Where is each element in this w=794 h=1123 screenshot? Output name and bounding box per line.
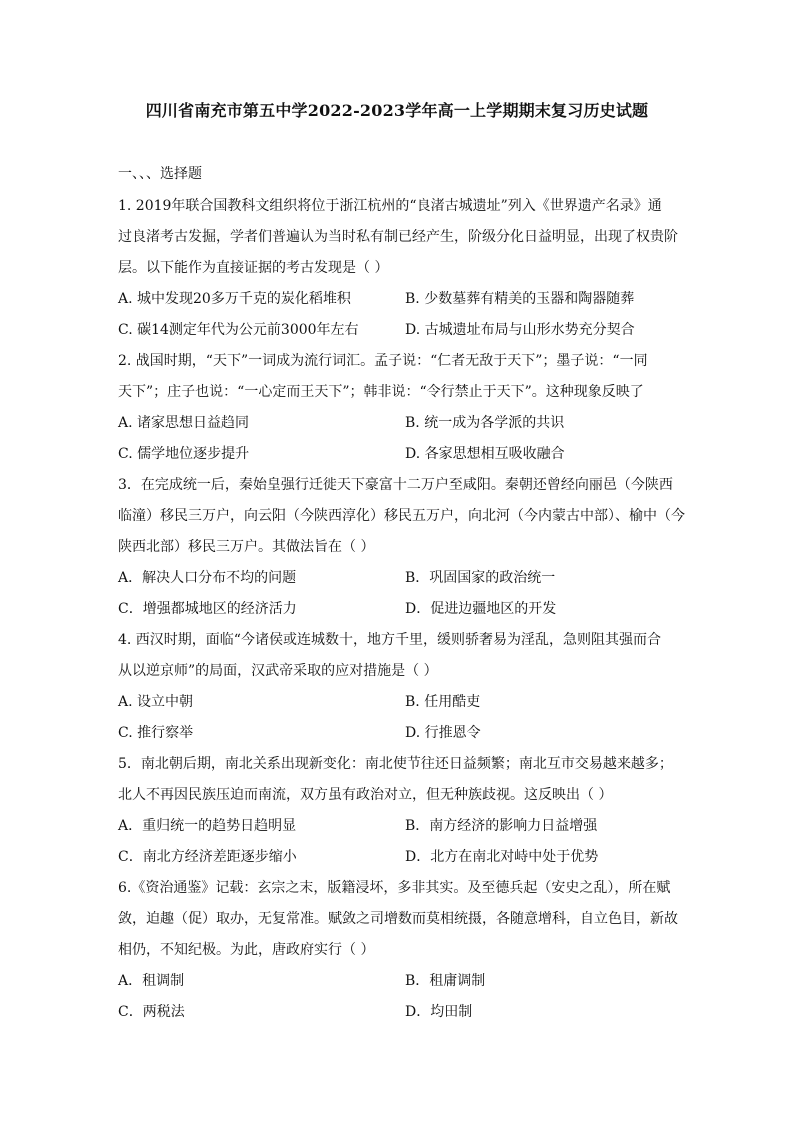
- question-2-option-c: C. 儒学地位逐步提升: [118, 446, 250, 462]
- question-6-line-2: 敛，迫趣（促）取办，无复常准。赋敛之司增数而莫相统摄，各随意增科，自立色目，新故: [118, 911, 678, 927]
- question-3-option-a: A．解决人口分布不均的问题: [118, 570, 297, 586]
- question-2-option-d: D. 各家思想相互吸收融合: [405, 446, 565, 462]
- question-6-line-1: 6.《资治通鉴》记载：玄宗之末，版籍浸坏，多非其实。及至德兵起（安史之乱），所在赋: [118, 880, 671, 896]
- question-6-option-d: D．均田制: [405, 1004, 473, 1020]
- question-4-option-b: B. 任用酷吏: [405, 694, 481, 710]
- question-5-line-1: 5．南北朝后期，南北关系出现新变化：南北使节往还日益频繁；南北互市交易越来越多；: [118, 756, 673, 772]
- question-3-line-2: 临潼）移民三万户，向云阳（今陕西淳化）移民五万户，向北河（今内蒙古中部）、榆中（今: [118, 508, 685, 524]
- question-2-line-2: 天下”；庄子也说：“一心定而王天下”；韩非说：“令行禁止于天下”。这种现象反映了: [118, 384, 644, 400]
- question-3-line-3: 陕西北部）移民三万户。其做法旨在（ ）: [118, 539, 375, 555]
- question-6-option-a: A．租调制: [118, 973, 185, 989]
- question-1-option-a: A. 城中发现20多万千克的炭化稻堆积: [118, 291, 351, 307]
- question-4-line-2: 从以逆京师”的局面，汉武帝采取的应对措施是（ ）: [118, 663, 438, 679]
- question-5-option-c: C．南北方经济差距逐步缩小: [118, 849, 297, 865]
- question-1-line-1: 1. 2019年联合国教科文组织将位于浙江杭州的“良渚古城遗址”列入《世界遗产名录》通: [118, 198, 662, 214]
- question-2-option-b: B. 统一成为各学派的共识: [405, 415, 565, 431]
- question-4-option-c: C. 推行察举: [118, 725, 194, 741]
- question-1-option-b: B. 少数墓葬有精美的玉器和陶器随葬: [405, 291, 635, 307]
- question-6-line-3: 相仍，不知纪极。为此，唐政府实行（ ）: [118, 942, 375, 958]
- question-1-option-c: C. 碳14测定年代为公元前3000年左右: [118, 322, 359, 338]
- question-2-line-1: 2. 战国时期，“天下”一词成为流行词汇。孟子说：“仁者无敌于天下”；墨子说：“一同: [118, 353, 648, 369]
- question-4-line-1: 4. 西汉时期，面临“今诸侯或连城数十，地方千里，缓则骄奢易为淫乱，急则阻其强而合: [118, 632, 661, 648]
- question-3-option-b: B．巩固国家的政治统一: [405, 570, 556, 586]
- question-2-option-a: A. 诸家思想日益趋同: [118, 415, 250, 431]
- question-3-option-c: C．增强都城地区的经济活力: [118, 601, 297, 617]
- section-heading: 一、、、选择题: [118, 166, 202, 182]
- question-5-option-a: A．重归统一的趋势日趋明显: [118, 818, 297, 834]
- question-4-option-a: A. 设立中朝: [118, 694, 194, 710]
- question-3-line-1: 3．在完成统一后，秦始皇强行迁徙天下豪富十二万户至咸阳。秦朝还曾经向丽邑（今陕西: [118, 477, 673, 493]
- question-1-line-3: 层。以下能作为直接证据的考古发现是（ ）: [118, 260, 389, 276]
- question-5-line-2: 北人不再因民族压迫而南流，双方虽有政治对立，但无种族歧视。这反映出（ ）: [118, 787, 613, 803]
- question-4-option-d: D. 行推恩令: [405, 725, 481, 741]
- question-6-option-c: C．两税法: [118, 1004, 185, 1020]
- question-1-line-2: 过良渚考古发掘，学者们普遍认为当时私有制已经产生，阶级分化日益明显，出现了权贵阶: [118, 229, 678, 245]
- question-6-option-b: B．租庸调制: [405, 973, 486, 989]
- question-1-option-d: D. 古城遗址布局与山形水势充分契合: [405, 322, 635, 338]
- question-5-option-d: D．北方在南北对峙中处于优势: [405, 849, 599, 865]
- question-3-option-d: D．促进边疆地区的开发: [405, 601, 557, 617]
- question-5-option-b: B．南方经济的影响力日益增强: [405, 818, 598, 834]
- document-title: 四川省南充市第五中学2022-2023学年高一上学期期末复习历史试题: [145, 101, 649, 120]
